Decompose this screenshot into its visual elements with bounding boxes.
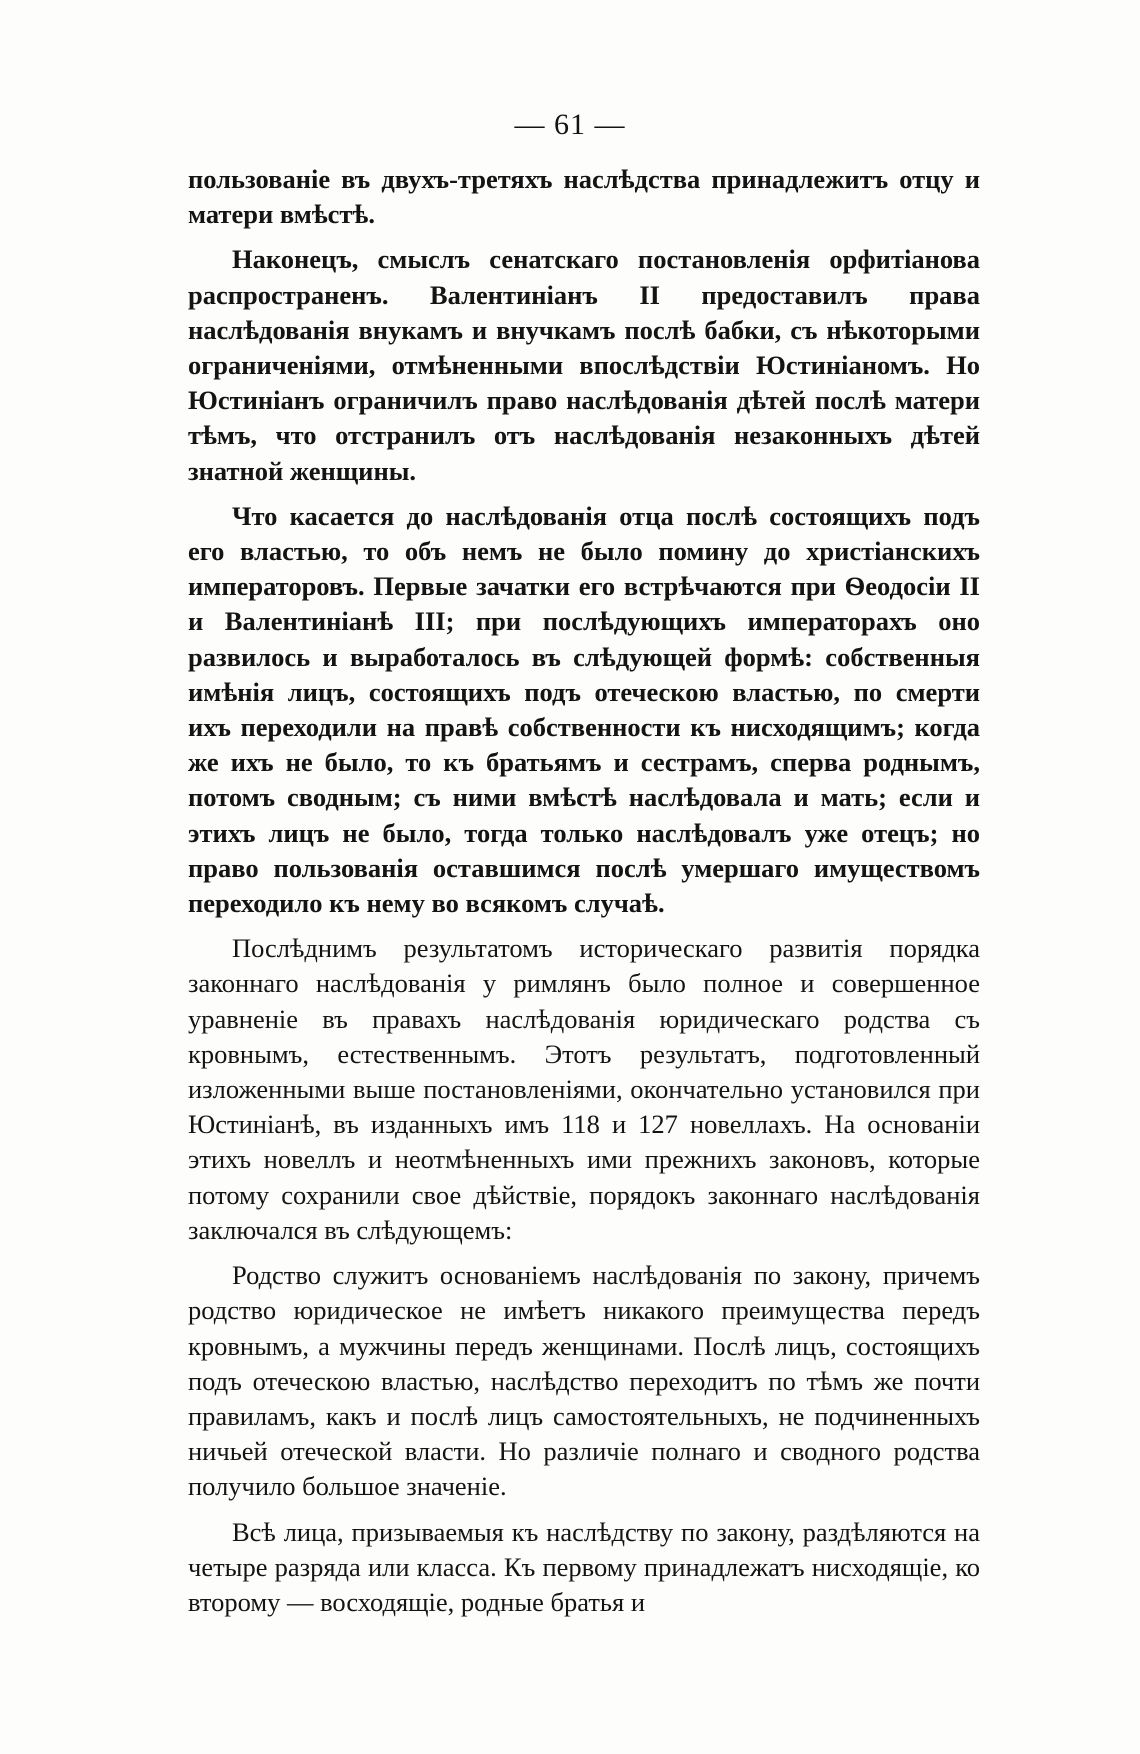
body-text [188, 162, 980, 1620]
page-number: — 61 — [514, 108, 626, 141]
paragraph-continuation: пользованіе въ двухъ-третяхъ наслѣдства принадлежитъ отцу и матери вмѣстѣ. [188, 164, 980, 230]
paragraph-orfitian: Наконецъ, смыслъ сенатскаго постановленія орфитіанова распространенъ. Валентиніанъ II предоставилъ права наслѣдованія внукамъ и внучкамъ послѣ бабки, съ нѣкоторыми ограниченіями, отмѣненными впослѣдствіи Юстиніаномъ. Но Юстиніанъ ограничилъ право наслѣдованія дѣтей послѣ матери тѣмъ, что отстранилъ отъ наслѣдованія незаконныхъ дѣтей знатной женщины. [188, 244, 980, 486]
paragraph-kinship: Родство служитъ основаніемъ наслѣдованія по закону, причемъ родство юридическое не имѣетъ никакого преимущества передъ кровнымъ, а мужчины передъ женщинами. Послѣ лицъ, состоящихъ подъ отеческою властью, наслѣдство переходитъ по тѣмъ же почти правиламъ, какъ и послѣ лицъ самостоятельныхъ, не подчиненныхъ ничьей отеческой власти. Но различіе полнаго и сводного родства получило большое значеніе. [188, 1260, 980, 1502]
paragraph-justinian: Послѣднимъ результатомъ историческаго развитія порядка законнаго наслѣдованія у римлянъ было полное и совершенное уравненіе въ правахъ наслѣдованія юридическаго родства съ кровнымъ, естественнымъ. Этотъ результатъ, подготовленный изложенными выше постановленіями, окончательно установился при Юстиніанѣ, въ изданныхъ имъ 118 и 127 новеллахъ. На основаніи этихъ новеллъ и неотмѣненныхъ ими прежнихъ законовъ, которые потому сохранили свое дѣйствіе, порядокъ законнаго наслѣдованія заключался въ слѣдующемъ: [188, 933, 980, 1245]
paragraph-classes: Всѣ лица, призываемыя къ наслѣдству по закону, раздѣляются на четыре разряда или класса. Къ первому принадлежатъ нисходящіе, ко второму — восходящіе, родные братья и [188, 1516, 980, 1617]
paragraph-father-inheritance: Что касается до наслѣдованія отца послѣ состоящихъ подъ его властью, то объ немъ не было помину до христіанскихъ императоровъ. Первые зачатки его встрѣчаются при Ѳеодосіи II и Валентиніанѣ III; при послѣдующихъ императорахъ оно развилось и выработалось въ слѣдующей формѣ: собственныя имѣнія лицъ, состоящихъ подъ отеческою властью, по смерти ихъ переходили на правѣ собственности къ нисходящимъ; когда же ихъ не было, то къ братьямъ и сестрамъ, сперва роднымъ, потомъ сводным; съ ними вмѣстѣ наслѣдовала и мать; если и этихъ лицъ не было, тогда только наслѣдовалъ уже отецъ; но право пользованія оставшимся послѣ умершаго имуществомъ переходило къ нему во всякомъ случаѣ. [188, 500, 980, 919]
